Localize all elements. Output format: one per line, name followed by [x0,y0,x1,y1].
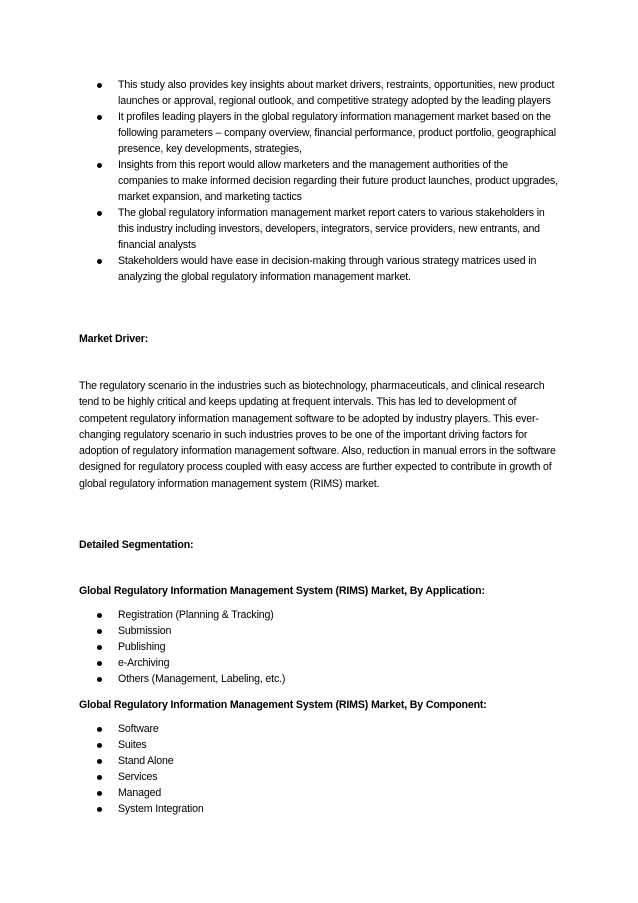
list-item-text: Submission [118,625,172,637]
by-component-heading: Global Regulatory Information Management System (RIMS) Market, By Component: [79,699,487,711]
list-item [80,205,560,253]
list-item-text: Stand Alone [118,755,174,767]
bullet-icon [97,727,102,732]
component-bullet-list [80,721,560,817]
list-item [80,253,560,285]
list-item [80,737,560,753]
detailed-segmentation-heading: Detailed Segmentation: [79,539,194,551]
list-item-text: Services [118,771,158,783]
market-driver-heading: Market Driver: [79,333,149,345]
by-application-heading: Global Regulatory Information Management System (RIMS) Market, By Application: [79,585,485,597]
list-item-text: System Integration [118,803,204,815]
list-item [80,769,560,785]
list-item-text: Stakeholders would have ease in decision-making through various strategy matrices used in analyzing the global regulatory information management market. [118,255,537,283]
list-item-text: Others (Management, Labeling, etc.) [118,673,286,685]
list-item [80,801,560,817]
bullet-icon [97,661,102,666]
list-item-text: Managed [118,787,162,799]
list-item [80,785,560,801]
list-item-text: Insights from this report would allow marketers and the management authorities of the companies to make informed decision regarding their future product launches, product upgrades, market expansion, and marketing tactics [118,159,558,203]
application-bullet-list [80,607,560,687]
list-item [80,753,560,769]
bullet-icon [97,759,102,764]
bullet-icon [97,775,102,780]
bullet-icon [97,629,102,634]
bullet-icon [97,613,102,618]
bullet-icon [97,743,102,748]
list-item-text: Suites [118,739,147,751]
bullet-icon [97,791,102,796]
list-item [80,157,560,205]
bullet-icon [97,807,102,812]
list-item-text: This study also provides key insights about market drivers, restraints, opportunities, new product launches or approval, regional outlook, and competitive strategy adopted by the leading players [118,79,555,107]
bullet-icon [97,83,102,88]
list-item [80,639,560,655]
bullet-icon [97,677,102,682]
list-item [80,607,560,623]
list-item-text: The global regulatory information management market report caters to various stakeholders in this industry including investors, developers, integrators, service providers, new entrants, and financial analysts [118,207,545,251]
intro-bullet-list [80,77,560,285]
list-item-text: It profiles leading players in the global regulatory information management market based on the following parameters – company overview, financial performance, product portfolio, geographical presence, key developments, strategies, [118,111,556,155]
market-driver-paragraph: The regulatory scenario in the industries such as biotechnology, pharmaceuticals, and clinical research tend to be highly critical and keeps updating at frequent intervals. This has led to development of competent regulatory information management software to be adopted by industry players. This ever-changing regulatory scenario in such industries proves to be one of the important driving factors for adoption of regulatory information management software. Also, reduction in manual errors in the software designed for regulatory process coupled with easy access are further expected to contribute in growth of global regulatory information management system (RIMS) market. [79,380,556,490]
bullet-icon [97,259,102,264]
list-item [80,655,560,671]
bullet-icon [97,163,102,168]
list-item [80,77,560,109]
list-item-text: Registration (Planning & Tracking) [118,609,274,621]
bullet-icon [97,115,102,120]
list-item [80,109,560,157]
list-item-text: e-Archiving [118,657,170,669]
bullet-icon [97,645,102,650]
list-item [80,623,560,639]
list-item-text: Software [118,723,159,735]
list-item [80,671,560,687]
list-item [80,721,560,737]
bullet-icon [97,211,102,216]
list-item-text: Publishing [118,641,166,653]
